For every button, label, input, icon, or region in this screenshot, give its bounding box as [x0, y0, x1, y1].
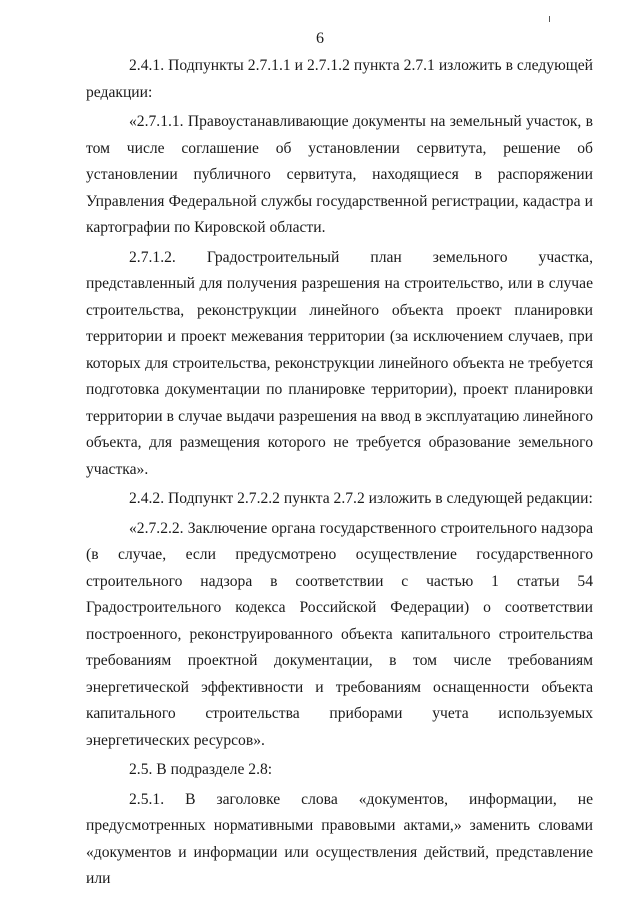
paragraph-2-7-1-1: «2.7.1.1. Правоустанавливающие документы на земельный участок, в том числе соглашение об установлении сервитута, решение об установлении публичного сервитута, находящиеся в распоряжении Управления Федеральной службы государственной регистрации, кадастра и картографии по Кировской области. — [86, 113, 593, 236]
paragraph-2-7-2-2: «2.7.2.2. Заключение органа государственного строительного надзора (в случае, если предусмотрено осуществление государственного строительного надзора в соответствии с частью 1 статьи 54 Градостроительного кодекса Российской Федерации) о соответствии построенного, реконструированного объекта капитального строительства требованиям проектной документации, в том числе требованиям энергетической эффективности и требованиям оснащенности объекта капитального строительства приборами учета используемых энергетических ресурсов». — [86, 519, 593, 749]
scan-mark — [549, 16, 550, 22]
paragraph-2-4-1: 2.4.1. Подпункты 2.7.1.1 и 2.7.1.2 пункта 2.7.1 изложить в следующей редакции: — [86, 57, 593, 101]
paragraph-2-5-1: 2.5.1. В заголовке слова «документов, информации, не предусмотренных нормативными правовыми актами,» заменить словами «документов и информации или осуществления действий, представление или — [86, 790, 593, 887]
paragraph-2-4-2: 2.4.2. Подпункт 2.7.2.2 пункта 2.7.2 изложить в следующей редакции: — [129, 490, 593, 507]
page-number: 6 — [316, 30, 324, 47]
paragraph-2-7-1-2: 2.7.1.2. Градостроительный план земельного участка, представленный для получения разрешения на строительство, или в случае строительства, реконструкции линейного объекта проект планировки территории и проект межевания территории (за исключением случаев, при которых для строительства, реконструкции линейного объекта не требуется подготовка документации по планировке территории), проект планировки территории в случае выдачи разрешения на ввод в эксплуатацию линейного объекта, для размещения которого не требуется образование земельного участка». — [86, 248, 593, 478]
paragraph-2-5: 2.5. В подразделе 2.8: — [129, 761, 273, 778]
document-body — [86, 53, 593, 893]
